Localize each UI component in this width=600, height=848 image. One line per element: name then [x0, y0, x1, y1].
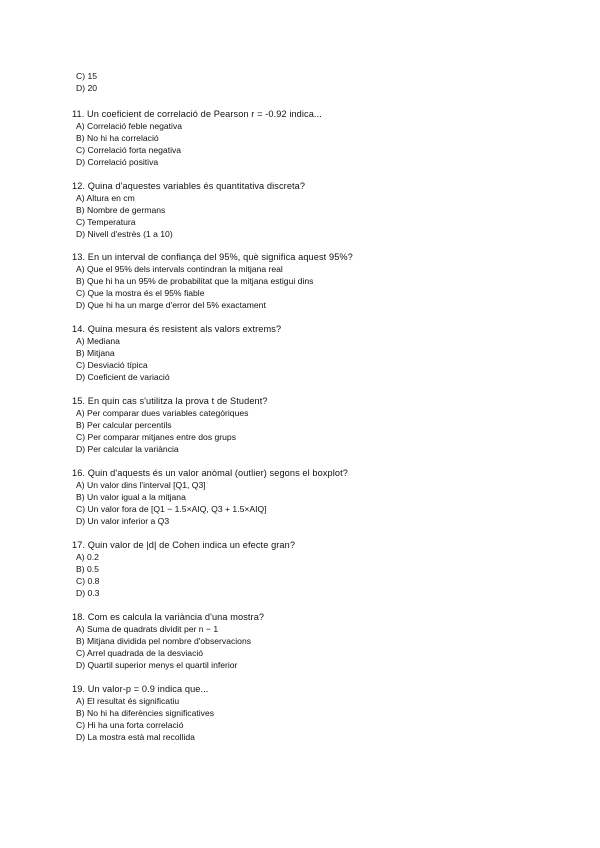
option-a: A) Un valor dins l'interval [Q1, Q3] — [76, 480, 206, 490]
option-c: C) Per comparar mitjanes entre dos grups — [76, 432, 237, 442]
option-c: C) Correlació forta negativa — [76, 145, 182, 155]
question-title: 11. Un coeficient de correlació de Pearson r = -0.92 indica... — [72, 109, 322, 119]
option-c: C) Que la mostra és el 95% fiable — [76, 288, 205, 298]
question-title: 15. En quin cas s'utilitza la prova t de Student? — [72, 396, 268, 406]
option-c: C) Hi ha una forta correlació — [76, 720, 184, 730]
question-title: 13. En un interval de confiança del 95%, què significa aquest 95%? — [72, 252, 353, 262]
option-b: B) 0.5 — [76, 564, 99, 574]
option-b: B) Nombre de germans — [76, 205, 166, 215]
option-b: B) No hi ha correlació — [76, 133, 159, 143]
option-c: C) 0.8 — [76, 576, 100, 586]
question-title: 17. Quin valor de |d| de Cohen indica un efecte gran? — [72, 540, 296, 550]
option-a: A) El resultat és significatiu — [76, 696, 180, 706]
option-a: A) 0.2 — [76, 552, 99, 562]
option-c: C) Arrel quadrada de la desviació — [76, 648, 204, 658]
option-a: A) Que el 95% dels intervals contindran la mitjana real — [76, 264, 283, 274]
question-title: 12. Quina d'aquestes variables és quantitativa discreta? — [72, 181, 306, 191]
option-a: A) Altura en cm — [76, 193, 135, 203]
option-d: D) Correlació positiva — [76, 157, 159, 167]
option-d: D) Coeficient de variació — [76, 372, 170, 382]
option-c: C) 15 — [76, 71, 98, 81]
option-a: A) Correlació feble negativa — [76, 121, 183, 131]
option-d: D) Quartil superior menys el quartil inferior — [76, 660, 238, 670]
option-b: B) Mitjana dividida pel nombre d'observacions — [76, 636, 252, 646]
question-title: 16. Quin d'aquests és un valor anòmal (outlier) segons el boxplot? — [72, 468, 348, 478]
option-c: C) Temperatura — [76, 217, 136, 227]
option-c: C) Desviació típica — [76, 360, 148, 370]
question-title: 19. Un valor-p = 0.9 indica que... — [72, 684, 209, 694]
option-d: D) 0.3 — [76, 588, 100, 598]
option-b: B) Mitjana — [76, 348, 115, 358]
option-b: B) No hi ha diferències significatives — [76, 708, 215, 718]
option-b: B) Per calcular percentils — [76, 420, 172, 430]
option-d: D) Un valor inferior a Q3 — [76, 516, 170, 526]
option-c: C) Un valor fora de [Q1 − 1.5×AIQ, Q3 + 1.5×AIQ] — [76, 504, 267, 514]
option-d: D) Nivell d'estrès (1 a 10) — [76, 229, 173, 239]
option-a: A) Per comparar dues variables categòriques — [76, 408, 249, 418]
option-a: A) Mediana — [76, 336, 120, 346]
option-d: D) Per calcular la variància — [76, 444, 179, 454]
option-b: B) Un valor igual a la mitjana — [76, 492, 186, 502]
option-d: D) 20 — [76, 83, 98, 93]
option-d: D) Que hi ha un marge d'error del 5% exactament — [76, 300, 266, 310]
question-title: 14. Quina mesura és resistent als valors extrems? — [72, 324, 282, 334]
option-d: D) La mostra està mal recollida — [76, 732, 195, 742]
question-title: 18. Com es calcula la variància d'una mostra? — [72, 612, 265, 622]
option-a: A) Suma de quadrats dividit per n − 1 — [76, 624, 219, 634]
option-b: B) Que hi ha un 95% de probabilitat que la mitjana estigui dins — [76, 276, 314, 286]
